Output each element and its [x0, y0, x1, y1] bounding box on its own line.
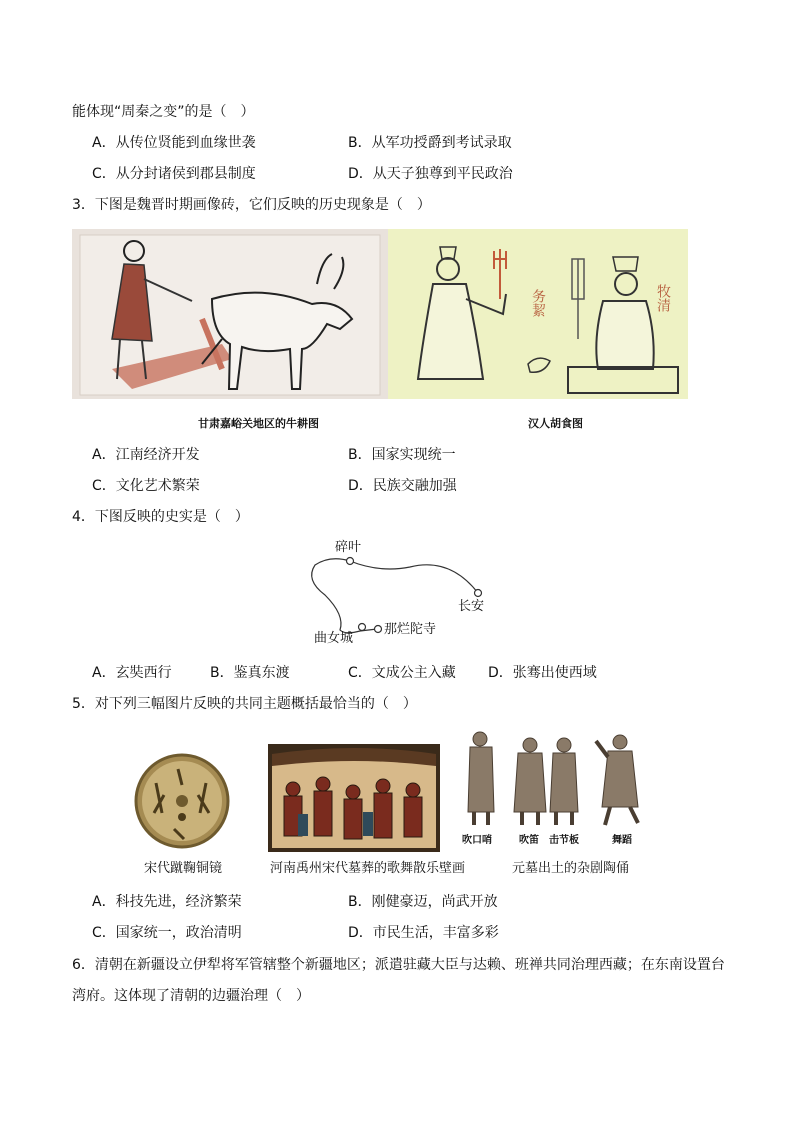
song-tomb-mural-image — [268, 744, 440, 852]
route-map — [300, 535, 500, 650]
q4-option-c[interactable]: C．文成公主入藏 — [348, 665, 456, 681]
q2-option-d[interactable]: D．从天子独尊到平民政治 — [348, 166, 513, 182]
q2-stem-tail: 能体现“周秦之变”的是（ ） — [72, 104, 255, 120]
brick-text-right: 牧清 — [655, 284, 671, 312]
cuju-bronze-mirror-image — [134, 753, 230, 849]
q3-option-b[interactable]: B．国家实现统一 — [348, 447, 456, 463]
q5-option-d[interactable]: D．市民生活，丰富多彩 — [348, 925, 499, 941]
q4-stem: 4．下图反映的史实是（ ） — [72, 509, 249, 525]
q5-option-b[interactable]: B．刚健豪迈，尚武开放 — [348, 894, 498, 910]
q2-option-b[interactable]: B．从军功授爵到考试录取 — [348, 135, 512, 151]
map-label-qunvcheng: 曲女城 — [314, 631, 354, 646]
figurine-label-dance: 舞蹈 — [612, 835, 632, 846]
ox-plowing-brick-image — [72, 229, 388, 399]
q3-option-a[interactable]: A．江南经济开发 — [92, 447, 200, 463]
q5-option-c[interactable]: C．国家统一，政治清明 — [92, 925, 242, 941]
q3-option-c[interactable]: C．文化艺术繁荣 — [92, 478, 200, 494]
figurine-label-flute: 吹笛 — [519, 835, 539, 846]
q5-caption-figurines: 元墓出土的杂剧陶俑 — [512, 861, 630, 876]
q5-option-a[interactable]: A．科技先进，经济繁荣 — [92, 894, 242, 910]
q4-option-b[interactable]: B．鉴真东渡 — [210, 665, 290, 681]
q2-option-a[interactable]: A．从传位贤能到血缘世袭 — [92, 135, 256, 151]
q6-stem-line2: 湾府。这体现了清朝的边疆治理（ ） — [72, 988, 310, 1004]
q5-caption-mural: 河南禹州宋代墓葬的歌舞散乐壁画 — [270, 861, 466, 876]
q3-caption-right: 汉人胡食图 — [528, 417, 583, 430]
q5-caption-mirror: 宋代蹴鞠铜镜 — [144, 861, 223, 876]
q2-option-c[interactable]: C．从分封诸侯到郡县制度 — [92, 166, 256, 182]
q3-stem: 3．下图是魏晋时期画像砖，它们反映的历史现象是（ ） — [72, 197, 431, 213]
q3-option-d[interactable]: D．民族交融加强 — [348, 478, 457, 494]
han-hu-food-brick-image — [388, 229, 688, 399]
brick-text-left: 务絜 — [530, 289, 546, 317]
map-label-nalanduo: 那烂陀寺 — [384, 622, 437, 637]
yuan-opera-figurines-image — [460, 727, 655, 832]
q5-stem: 5．对下列三幅图片反映的共同主题概括最恰当的（ ） — [72, 696, 417, 712]
q4-option-d[interactable]: D．张骞出使西域 — [488, 665, 597, 681]
figurine-label-clapper: 击节板 — [549, 835, 579, 846]
map-label-suiye: 碎叶 — [335, 540, 362, 555]
map-label-changan: 长安 — [458, 599, 485, 614]
q6-stem-line1: 6．清朝在新疆设立伊犁将军管辖整个新疆地区；派遣驻藏大臣与达赖、班禅共同治理西藏；在东南设置台 — [72, 957, 725, 973]
q4-option-a[interactable]: A．玄奘西行 — [92, 665, 172, 681]
q3-caption-left: 甘肃嘉峪关地区的牛耕图 — [198, 417, 319, 430]
figurine-label-whistle: 吹口哨 — [462, 835, 492, 846]
